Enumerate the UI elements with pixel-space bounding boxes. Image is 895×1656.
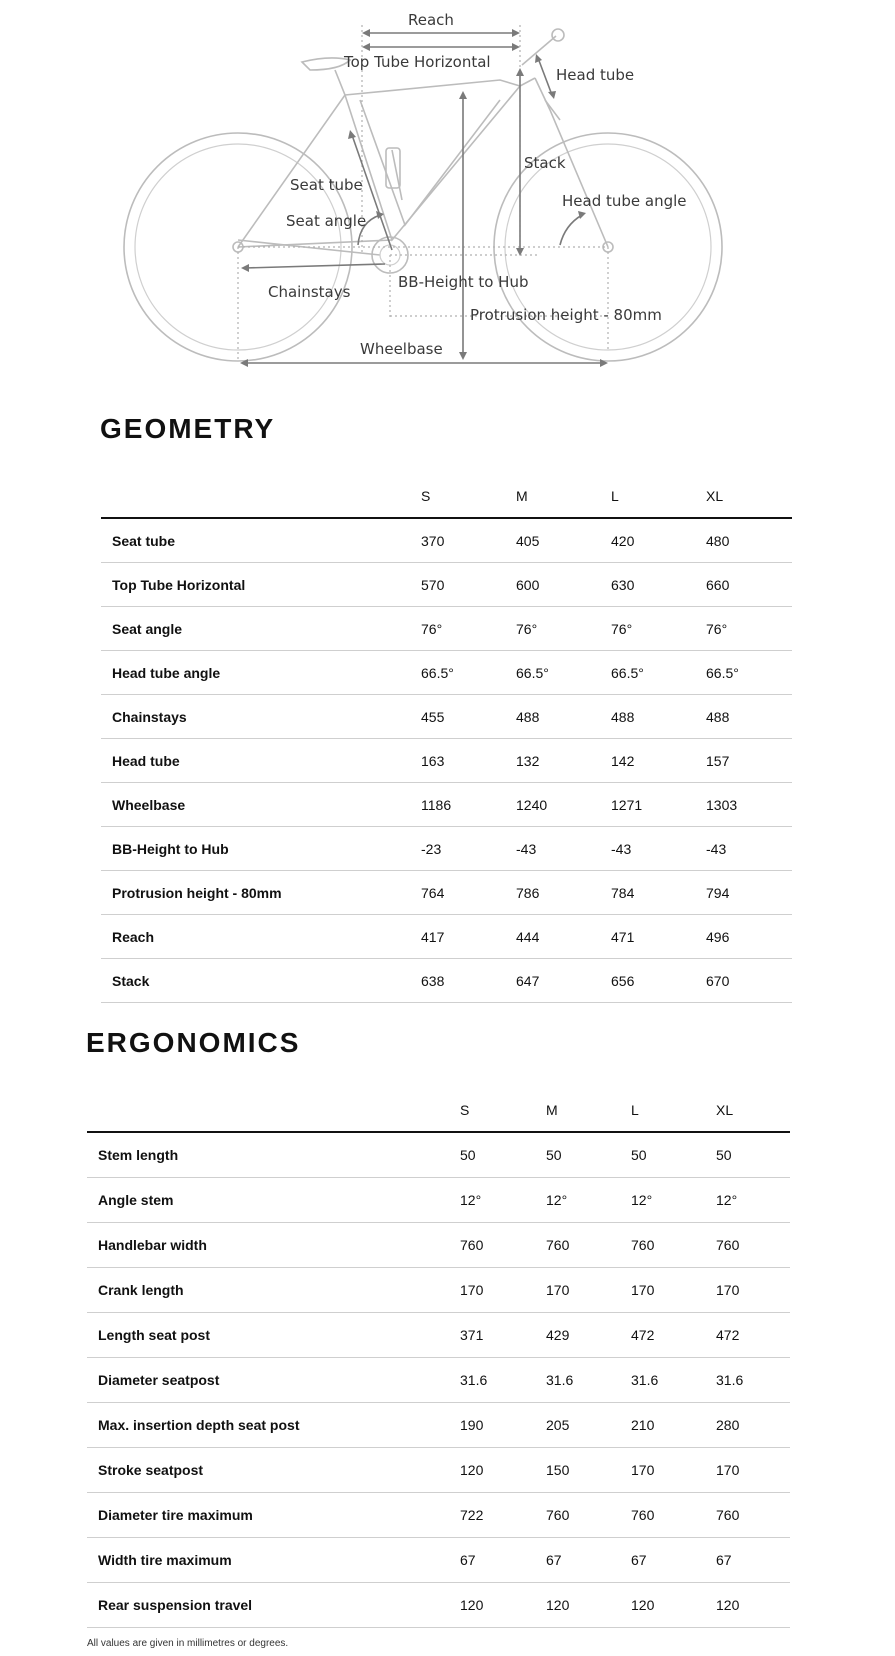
ergonomics-row-value: 50 bbox=[716, 1132, 790, 1178]
geometry-row-label: Stack bbox=[101, 959, 421, 1003]
ergonomics-row-value: 371 bbox=[460, 1313, 546, 1358]
geometry-row-value: 660 bbox=[706, 563, 792, 607]
label-wheelbase: Wheelbase bbox=[360, 340, 443, 358]
ergonomics-row-value: 170 bbox=[631, 1268, 716, 1313]
geometry-table bbox=[101, 474, 792, 1003]
geometry-row bbox=[101, 959, 792, 1003]
ergonomics-row-value: 170 bbox=[716, 1268, 790, 1313]
geometry-row-value: 76° bbox=[611, 607, 706, 651]
ergonomics-row-value: 67 bbox=[460, 1538, 546, 1583]
geometry-row-value: 157 bbox=[706, 739, 792, 783]
geometry-row-label: Seat angle bbox=[101, 607, 421, 651]
ergonomics-row bbox=[87, 1583, 790, 1628]
label-head-tube-angle: Head tube angle bbox=[562, 192, 687, 210]
ergonomics-row-value: 150 bbox=[546, 1448, 631, 1493]
ergonomics-row-label: Diameter seatpost bbox=[87, 1358, 460, 1403]
ergonomics-row-value: 120 bbox=[546, 1583, 631, 1628]
geometry-row bbox=[101, 607, 792, 651]
geometry-row-value: 630 bbox=[611, 563, 706, 607]
label-stack: Stack bbox=[524, 154, 566, 172]
geometry-row-label: Top Tube Horizontal bbox=[101, 563, 421, 607]
ergonomics-row bbox=[87, 1403, 790, 1448]
ergonomics-body bbox=[87, 1132, 790, 1628]
ergonomics-row-label: Angle stem bbox=[87, 1178, 460, 1223]
geometry-row-value: 66.5° bbox=[611, 651, 706, 695]
label-chainstays: Chainstays bbox=[268, 283, 351, 301]
ergonomics-size-header: L bbox=[631, 1088, 716, 1132]
geometry-row-value: 488 bbox=[611, 695, 706, 739]
ergonomics-row-value: 31.6 bbox=[716, 1358, 790, 1403]
ergonomics-row-value: 205 bbox=[546, 1403, 631, 1448]
ergonomics-row-value: 67 bbox=[716, 1538, 790, 1583]
geometry-row-value: 163 bbox=[421, 739, 516, 783]
label-top-tube-horizontal: Top Tube Horizontal bbox=[344, 53, 491, 71]
ergonomics-row bbox=[87, 1538, 790, 1583]
ergonomics-row-value: 12° bbox=[631, 1178, 716, 1223]
geometry-row-value: 480 bbox=[706, 518, 792, 563]
geometry-row-value: 66.5° bbox=[421, 651, 516, 695]
geometry-row-value: 132 bbox=[516, 739, 611, 783]
geometry-row-value: 444 bbox=[516, 915, 611, 959]
ergonomics-row-value: 760 bbox=[631, 1223, 716, 1268]
ergonomics-row bbox=[87, 1358, 790, 1403]
geometry-row bbox=[101, 827, 792, 871]
geometry-row bbox=[101, 695, 792, 739]
geometry-row-value: 76° bbox=[421, 607, 516, 651]
geometry-row-value: 1186 bbox=[421, 783, 516, 827]
geometry-row-label: BB-Height to Hub bbox=[101, 827, 421, 871]
label-head-tube: Head tube bbox=[556, 66, 635, 84]
ergonomics-row-label: Stroke seatpost bbox=[87, 1448, 460, 1493]
label-bb-height-to-hub: BB-Height to Hub bbox=[398, 273, 529, 291]
geometry-size-header: M bbox=[516, 474, 611, 518]
ergonomics-row-value: 760 bbox=[460, 1223, 546, 1268]
geometry-row-label: Seat tube bbox=[101, 518, 421, 563]
geometry-row-value: 420 bbox=[611, 518, 706, 563]
geometry-row-value: 764 bbox=[421, 871, 516, 915]
ergonomics-row-label: Width tire maximum bbox=[87, 1538, 460, 1583]
ergonomics-row bbox=[87, 1448, 790, 1493]
ergonomics-row-label: Diameter tire maximum bbox=[87, 1493, 460, 1538]
geometry-row-value: 417 bbox=[421, 915, 516, 959]
ergonomics-row-value: 120 bbox=[460, 1448, 546, 1493]
geometry-row bbox=[101, 783, 792, 827]
label-seat-angle: Seat angle bbox=[286, 212, 367, 230]
geometry-row bbox=[101, 915, 792, 959]
ergonomics-row bbox=[87, 1268, 790, 1313]
geometry-row-value: 570 bbox=[421, 563, 516, 607]
ergonomics-size-header: S bbox=[460, 1088, 546, 1132]
geometry-row-value: 455 bbox=[421, 695, 516, 739]
geometry-size-header: L bbox=[611, 474, 706, 518]
geometry-row-label: Head tube angle bbox=[101, 651, 421, 695]
geometry-row bbox=[101, 651, 792, 695]
ergonomics-row-value: 12° bbox=[460, 1178, 546, 1223]
geometry-row-value: 488 bbox=[516, 695, 611, 739]
geometry-row-value: 638 bbox=[421, 959, 516, 1003]
ergonomics-row-value: 760 bbox=[716, 1493, 790, 1538]
bike-geometry-diagram bbox=[0, 0, 895, 380]
geometry-row-value: 66.5° bbox=[516, 651, 611, 695]
geometry-row-value: -43 bbox=[706, 827, 792, 871]
ergonomics-row-value: 31.6 bbox=[631, 1358, 716, 1403]
geometry-row-value: 471 bbox=[611, 915, 706, 959]
ergonomics-row-value: 120 bbox=[631, 1583, 716, 1628]
ergonomics-row-value: 280 bbox=[716, 1403, 790, 1448]
ergonomics-row bbox=[87, 1132, 790, 1178]
ergonomics-title: ERGONOMICS bbox=[86, 1027, 301, 1058]
geometry-size-header: XL bbox=[706, 474, 792, 518]
ergonomics-row-value: 210 bbox=[631, 1403, 716, 1448]
geometry-row-value: 496 bbox=[706, 915, 792, 959]
label-reach: Reach bbox=[408, 11, 454, 29]
geometry-row-value: 76° bbox=[516, 607, 611, 651]
geometry-row-label: Wheelbase bbox=[101, 783, 421, 827]
geometry-row bbox=[101, 739, 792, 783]
geometry-body bbox=[101, 518, 792, 1003]
ergonomics-row-value: 50 bbox=[460, 1132, 546, 1178]
geometry-row-value: 1271 bbox=[611, 783, 706, 827]
ergonomics-row-value: 429 bbox=[546, 1313, 631, 1358]
ergonomics-row-value: 31.6 bbox=[546, 1358, 631, 1403]
ergonomics-table bbox=[87, 1088, 790, 1628]
geometry-header-row bbox=[101, 474, 792, 518]
label-seat-tube: Seat tube bbox=[290, 176, 363, 194]
geometry-row-label: Head tube bbox=[101, 739, 421, 783]
ergonomics-row-value: 722 bbox=[460, 1493, 546, 1538]
ergonomics-row-value: 12° bbox=[716, 1178, 790, 1223]
ergonomics-row bbox=[87, 1313, 790, 1358]
geometry-row-value: 600 bbox=[516, 563, 611, 607]
geometry-row bbox=[101, 518, 792, 563]
geometry-row-value: 784 bbox=[611, 871, 706, 915]
geometry-size-header: S bbox=[421, 474, 516, 518]
ergonomics-row-value: 760 bbox=[631, 1493, 716, 1538]
geometry-row-value: 405 bbox=[516, 518, 611, 563]
geometry-row-label: Reach bbox=[101, 915, 421, 959]
geometry-row-value: 670 bbox=[706, 959, 792, 1003]
ergonomics-row-label: Rear suspension travel bbox=[87, 1583, 460, 1628]
ergonomics-row-value: 67 bbox=[631, 1538, 716, 1583]
ergonomics-row-label: Length seat post bbox=[87, 1313, 460, 1358]
geometry-row bbox=[101, 871, 792, 915]
ergonomics-row-value: 760 bbox=[546, 1223, 631, 1268]
geometry-row bbox=[101, 563, 792, 607]
ergonomics-row-value: 120 bbox=[460, 1583, 546, 1628]
label-protrusion-height: Protrusion height - 80mm bbox=[470, 306, 662, 324]
ergonomics-row-value: 170 bbox=[716, 1448, 790, 1493]
geometry-row-value: -43 bbox=[516, 827, 611, 871]
ergonomics-row bbox=[87, 1178, 790, 1223]
ergonomics-row bbox=[87, 1493, 790, 1538]
footnote: All values are given in millimetres or degrees. bbox=[87, 1638, 289, 1649]
ergonomics-row-value: 190 bbox=[460, 1403, 546, 1448]
geometry-row-value: 66.5° bbox=[706, 651, 792, 695]
ergonomics-row-value: 760 bbox=[716, 1223, 790, 1268]
geometry-row-value: -23 bbox=[421, 827, 516, 871]
ergonomics-row bbox=[87, 1223, 790, 1268]
geometry-row-value: 786 bbox=[516, 871, 611, 915]
ergonomics-header-row bbox=[87, 1088, 790, 1132]
ergonomics-row-value: 472 bbox=[716, 1313, 790, 1358]
geometry-row-value: 647 bbox=[516, 959, 611, 1003]
ergonomics-size-header: M bbox=[546, 1088, 631, 1132]
ergonomics-row-value: 12° bbox=[546, 1178, 631, 1223]
geometry-row-value: 142 bbox=[611, 739, 706, 783]
geometry-row-value: 488 bbox=[706, 695, 792, 739]
ergonomics-row-value: 472 bbox=[631, 1313, 716, 1358]
ergonomics-row-value: 67 bbox=[546, 1538, 631, 1583]
ergonomics-row-label: Handlebar width bbox=[87, 1223, 460, 1268]
ergonomics-size-header: XL bbox=[716, 1088, 790, 1132]
ergonomics-header-label bbox=[87, 1088, 460, 1132]
geometry-row-value: 1303 bbox=[706, 783, 792, 827]
geometry-row-value: -43 bbox=[611, 827, 706, 871]
geometry-row-label: Protrusion height - 80mm bbox=[101, 871, 421, 915]
geometry-header-label bbox=[101, 474, 421, 518]
ergonomics-row-value: 50 bbox=[546, 1132, 631, 1178]
geometry-row-value: 370 bbox=[421, 518, 516, 563]
ergonomics-row-value: 120 bbox=[716, 1583, 790, 1628]
ergonomics-row-label: Crank length bbox=[87, 1268, 460, 1313]
ergonomics-row-value: 760 bbox=[546, 1493, 631, 1538]
ergonomics-row-label: Stem length bbox=[87, 1132, 460, 1178]
geometry-row-value: 656 bbox=[611, 959, 706, 1003]
ergonomics-row-value: 50 bbox=[631, 1132, 716, 1178]
geometry-row-label: Chainstays bbox=[101, 695, 421, 739]
geometry-row-value: 1240 bbox=[516, 783, 611, 827]
geometry-title: GEOMETRY bbox=[100, 413, 276, 444]
ergonomics-row-value: 170 bbox=[460, 1268, 546, 1313]
ergonomics-row-value: 31.6 bbox=[460, 1358, 546, 1403]
geometry-row-value: 76° bbox=[706, 607, 792, 651]
ergonomics-row-value: 170 bbox=[631, 1448, 716, 1493]
geometry-row-value: 794 bbox=[706, 871, 792, 915]
ergonomics-row-value: 170 bbox=[546, 1268, 631, 1313]
ergonomics-row-label: Max. insertion depth seat post bbox=[87, 1403, 460, 1448]
